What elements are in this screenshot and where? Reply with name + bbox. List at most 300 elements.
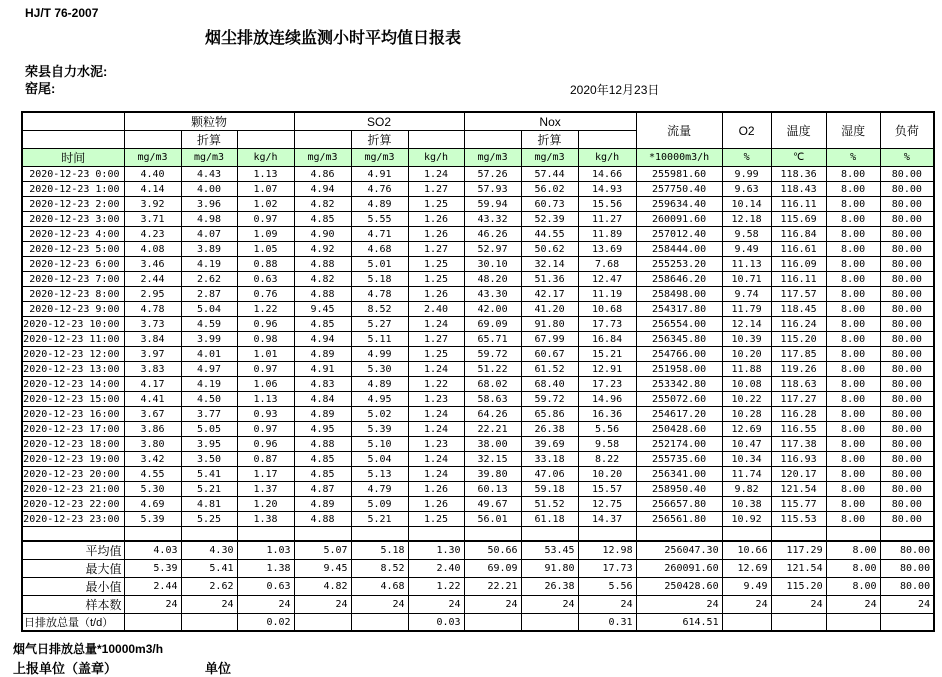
value-cell: 32.15 [464, 452, 521, 467]
summary-value-cell: 0.63 [237, 578, 294, 596]
value-cell: 46.26 [464, 227, 521, 242]
summary-value-cell: 8.52 [351, 560, 408, 578]
value-cell: 15.21 [578, 347, 636, 362]
page-title: 烟尘排放连续监测小时平均值日报表 [205, 30, 462, 47]
value-cell: 4.50 [181, 392, 237, 407]
value-cell: 4.94 [294, 332, 351, 347]
value-cell: 5.09 [351, 497, 408, 512]
value-cell: 67.99 [521, 332, 578, 347]
value-cell: 4.95 [294, 422, 351, 437]
value-cell: 15.57 [578, 482, 636, 497]
value-cell: 1.24 [408, 452, 464, 467]
summary-value-cell: 8.00 [826, 578, 880, 596]
summary-value-cell: 17.73 [578, 560, 636, 578]
value-cell: 9.49 [722, 242, 771, 257]
time-cell: 2020-12-23 14:00 [22, 377, 124, 392]
summary-value-cell: 2.44 [124, 578, 181, 596]
unit-cell: % [826, 149, 880, 167]
summary-value-cell: 5.39 [124, 560, 181, 578]
spacer-row [22, 527, 934, 542]
summary-value-cell: 0.02 [237, 614, 294, 632]
summary-value-cell: 1.38 [237, 560, 294, 578]
value-cell: 65.71 [464, 332, 521, 347]
value-cell: 1.09 [237, 227, 294, 242]
empty-cell [22, 131, 124, 149]
value-cell: 118.63 [771, 377, 826, 392]
empty-cell [771, 527, 826, 542]
value-cell: 10.22 [722, 392, 771, 407]
standard-number: HJ/T 76-2007 [25, 6, 99, 20]
empty-cell [237, 527, 294, 542]
empty-cell [880, 527, 934, 542]
value-cell: 0.93 [237, 407, 294, 422]
value-cell: 8.00 [826, 362, 880, 377]
table-row [22, 182, 934, 197]
empty-cell [521, 527, 578, 542]
value-cell: 51.36 [521, 272, 578, 287]
value-cell: 80.00 [880, 272, 934, 287]
value-cell: 4.07 [181, 227, 237, 242]
value-cell: 1.23 [408, 437, 464, 452]
value-cell: 1.22 [237, 302, 294, 317]
value-cell: 22.21 [464, 422, 521, 437]
value-cell: 11.13 [722, 257, 771, 272]
value-cell: 116.55 [771, 422, 826, 437]
table-row [22, 257, 934, 272]
value-cell: 32.14 [521, 257, 578, 272]
unit-cell: mg/m3 [464, 149, 521, 167]
report-date: 2020年12月23日 [570, 83, 660, 97]
time-cell: 2020-12-23 20:00 [22, 467, 124, 482]
value-cell: 12.47 [578, 272, 636, 287]
value-cell: 254617.20 [636, 407, 722, 422]
summary-value-cell: 614.51 [636, 614, 722, 632]
value-cell: 2.40 [408, 302, 464, 317]
group-particulate: 颗粒物 [124, 112, 294, 131]
table-row [22, 242, 934, 257]
value-cell: 8.00 [826, 437, 880, 452]
value-cell: 1.07 [237, 182, 294, 197]
value-cell: 5.25 [181, 512, 237, 527]
value-cell: 10.08 [722, 377, 771, 392]
value-cell: 3.95 [181, 437, 237, 452]
value-cell: 8.00 [826, 302, 880, 317]
value-cell: 3.84 [124, 332, 181, 347]
value-cell: 118.36 [771, 167, 826, 182]
summary-row [22, 541, 934, 560]
empty-cell [578, 527, 636, 542]
value-cell: 115.77 [771, 497, 826, 512]
value-cell: 4.19 [181, 377, 237, 392]
value-cell: 258444.00 [636, 242, 722, 257]
value-cell: 116.61 [771, 242, 826, 257]
value-cell: 11.19 [578, 287, 636, 302]
empty-cell [181, 527, 237, 542]
table-row [22, 317, 934, 332]
summary-value-cell: 24 [722, 596, 771, 614]
summary-value-cell: 12.69 [722, 560, 771, 578]
value-cell: 42.17 [521, 287, 578, 302]
summary-value-cell: 0.31 [578, 614, 636, 632]
value-cell: 80.00 [880, 167, 934, 182]
value-cell: 17.23 [578, 377, 636, 392]
value-cell: 12.14 [722, 317, 771, 332]
value-cell: 121.54 [771, 482, 826, 497]
value-cell: 260091.60 [636, 212, 722, 227]
summary-value-cell [294, 614, 351, 632]
value-cell: 12.75 [578, 497, 636, 512]
summary-value-cell [880, 614, 934, 632]
value-cell: 10.28 [722, 407, 771, 422]
value-cell: 4.68 [351, 242, 408, 257]
value-cell: 1.17 [237, 467, 294, 482]
value-cell: 8.00 [826, 272, 880, 287]
summary-value-cell [826, 614, 880, 632]
value-cell: 4.01 [181, 347, 237, 362]
value-cell: 47.06 [521, 467, 578, 482]
value-cell: 59.18 [521, 482, 578, 497]
empty-cell [408, 527, 464, 542]
value-cell: 120.17 [771, 467, 826, 482]
value-cell: 4.79 [351, 482, 408, 497]
value-cell: 80.00 [880, 302, 934, 317]
table-row [22, 272, 934, 287]
summary-label: 最小值 [22, 578, 124, 596]
value-cell: 11.89 [578, 227, 636, 242]
value-cell: 5.41 [181, 467, 237, 482]
value-cell: 119.26 [771, 362, 826, 377]
value-cell: 1.24 [408, 467, 464, 482]
time-cell: 2020-12-23 16:00 [22, 407, 124, 422]
value-cell: 3.89 [181, 242, 237, 257]
empty-cell [22, 527, 124, 542]
summary-value-cell: 4.82 [294, 578, 351, 596]
value-cell: 52.39 [521, 212, 578, 227]
summary-value-cell: 5.07 [294, 541, 351, 560]
value-cell: 51.52 [521, 497, 578, 512]
table-row [22, 227, 934, 242]
summary-label: 样本数 [22, 596, 124, 614]
value-cell: 56.01 [464, 512, 521, 527]
value-cell: 11.79 [722, 302, 771, 317]
value-cell: 44.55 [521, 227, 578, 242]
value-cell: 50.62 [521, 242, 578, 257]
value-cell: 8.00 [826, 497, 880, 512]
time-cell: 2020-12-23 0:00 [22, 167, 124, 182]
value-cell: 39.80 [464, 467, 521, 482]
value-cell: 4.78 [351, 287, 408, 302]
value-cell: 12.69 [722, 422, 771, 437]
time-cell: 2020-12-23 2:00 [22, 197, 124, 212]
table-row [22, 377, 934, 392]
summary-value-cell: 4.03 [124, 541, 181, 560]
summary-row [22, 578, 934, 596]
value-cell: 0.76 [237, 287, 294, 302]
table-row [22, 452, 934, 467]
summary-value-cell: 2.40 [408, 560, 464, 578]
value-cell: 80.00 [880, 437, 934, 452]
value-cell: 118.45 [771, 302, 826, 317]
value-cell: 4.17 [124, 377, 181, 392]
value-cell: 80.00 [880, 452, 934, 467]
value-cell: 5.05 [181, 422, 237, 437]
value-cell: 116.24 [771, 317, 826, 332]
value-cell: 68.40 [521, 377, 578, 392]
value-cell: 80.00 [880, 362, 934, 377]
value-cell: 80.00 [880, 512, 934, 527]
value-cell: 12.91 [578, 362, 636, 377]
value-cell: 8.00 [826, 197, 880, 212]
value-cell: 1.23 [408, 392, 464, 407]
value-cell: 8.00 [826, 452, 880, 467]
value-cell: 4.87 [294, 482, 351, 497]
value-cell: 4.89 [294, 497, 351, 512]
value-cell: 1.37 [237, 482, 294, 497]
value-cell: 59.94 [464, 197, 521, 212]
value-cell: 0.88 [237, 257, 294, 272]
value-cell: 116.93 [771, 452, 826, 467]
value-cell: 4.40 [124, 167, 181, 182]
value-cell: 4.14 [124, 182, 181, 197]
value-cell: 117.85 [771, 347, 826, 362]
value-cell: 1.26 [408, 287, 464, 302]
value-cell: 4.99 [351, 347, 408, 362]
value-cell: 59.72 [464, 347, 521, 362]
value-cell: 1.26 [408, 212, 464, 227]
value-cell: 1.24 [408, 362, 464, 377]
value-cell: 2.95 [124, 287, 181, 302]
value-cell: 30.10 [464, 257, 521, 272]
value-cell: 1.38 [237, 512, 294, 527]
value-cell: 48.20 [464, 272, 521, 287]
value-cell: 9.63 [722, 182, 771, 197]
group-so2: SO2 [294, 112, 464, 131]
value-cell: 4.59 [181, 317, 237, 332]
value-cell: 16.84 [578, 332, 636, 347]
value-cell: 39.69 [521, 437, 578, 452]
value-cell: 116.11 [771, 197, 826, 212]
value-cell: 80.00 [880, 377, 934, 392]
table-row [22, 467, 934, 482]
site-row [25, 81, 942, 97]
value-cell: 255072.60 [636, 392, 722, 407]
value-cell: 4.85 [294, 452, 351, 467]
summary-value-cell: 22.21 [464, 578, 521, 596]
summary-value-cell: 117.29 [771, 541, 826, 560]
value-cell: 4.98 [181, 212, 237, 227]
value-cell: 5.04 [181, 302, 237, 317]
summary-value-cell: 8.00 [826, 541, 880, 560]
value-cell: 3.80 [124, 437, 181, 452]
unit-cell: *10000m3/h [636, 149, 722, 167]
value-cell: 116.11 [771, 272, 826, 287]
footer-flue-gas-total: 烟气日排放总量*10000m3/h [13, 642, 164, 656]
table-row [22, 407, 934, 422]
value-cell: 4.82 [294, 272, 351, 287]
summary-value-cell: 5.41 [181, 560, 237, 578]
summary-value-cell: 24 [294, 596, 351, 614]
value-cell: 80.00 [880, 347, 934, 362]
value-cell: 258950.40 [636, 482, 722, 497]
summary-label: 日排放总量（t/d） [22, 614, 124, 632]
table-row [22, 422, 934, 437]
value-cell: 56.02 [521, 182, 578, 197]
unit-cell: mg/m3 [294, 149, 351, 167]
value-cell: 256345.80 [636, 332, 722, 347]
summary-value-cell: 24 [521, 596, 578, 614]
value-cell: 9.74 [722, 287, 771, 302]
value-cell: 250428.60 [636, 422, 722, 437]
value-cell: 116.09 [771, 257, 826, 272]
unit-cell: ℃ [771, 149, 826, 167]
value-cell: 4.86 [294, 167, 351, 182]
value-cell: 42.00 [464, 302, 521, 317]
value-cell: 257750.40 [636, 182, 722, 197]
value-cell: 4.85 [294, 212, 351, 227]
value-cell: 5.10 [351, 437, 408, 452]
value-cell: 1.24 [408, 422, 464, 437]
value-cell: 49.67 [464, 497, 521, 512]
value-cell: 8.00 [826, 467, 880, 482]
value-cell: 3.42 [124, 452, 181, 467]
summary-value-cell: 24 [181, 596, 237, 614]
empty-cell [294, 527, 351, 542]
value-cell: 8.00 [826, 242, 880, 257]
value-cell: 10.68 [578, 302, 636, 317]
value-cell: 5.04 [351, 452, 408, 467]
value-cell: 9.99 [722, 167, 771, 182]
value-cell: 11.88 [722, 362, 771, 377]
value-cell: 1.25 [408, 512, 464, 527]
summary-row [22, 560, 934, 578]
summary-value-cell: 250428.60 [636, 578, 722, 596]
value-cell: 255981.60 [636, 167, 722, 182]
value-cell: 0.98 [237, 332, 294, 347]
value-cell: 1.27 [408, 332, 464, 347]
value-cell: 8.00 [826, 317, 880, 332]
value-cell: 3.92 [124, 197, 181, 212]
value-cell: 80.00 [880, 242, 934, 257]
value-cell: 4.89 [294, 407, 351, 422]
summary-value-cell [722, 614, 771, 632]
value-cell: 80.00 [880, 482, 934, 497]
value-cell: 0.96 [237, 317, 294, 332]
value-cell: 116.28 [771, 407, 826, 422]
summary-value-cell: 2.62 [181, 578, 237, 596]
value-cell: 69.09 [464, 317, 521, 332]
value-cell: 8.00 [826, 227, 880, 242]
value-cell: 251958.00 [636, 362, 722, 377]
value-cell: 0.97 [237, 362, 294, 377]
summary-value-cell [771, 614, 826, 632]
value-cell: 64.26 [464, 407, 521, 422]
value-cell: 80.00 [880, 497, 934, 512]
value-cell: 80.00 [880, 287, 934, 302]
value-cell: 256657.80 [636, 497, 722, 512]
summary-value-cell: 24 [237, 596, 294, 614]
value-cell: 57.93 [464, 182, 521, 197]
value-cell: 8.00 [826, 182, 880, 197]
value-cell: 4.83 [294, 377, 351, 392]
col-load: 负荷 [880, 112, 934, 149]
value-cell: 8.52 [351, 302, 408, 317]
summary-value-cell: 1.22 [408, 578, 464, 596]
value-cell: 4.19 [181, 257, 237, 272]
value-cell: 4.91 [351, 167, 408, 182]
time-cell: 2020-12-23 6:00 [22, 257, 124, 272]
value-cell: 1.06 [237, 377, 294, 392]
value-cell: 115.69 [771, 212, 826, 227]
value-cell: 9.58 [578, 437, 636, 452]
value-cell: 3.50 [181, 452, 237, 467]
footer-report-row [13, 661, 942, 677]
value-cell: 4.43 [181, 167, 237, 182]
value-cell: 4.78 [124, 302, 181, 317]
summary-value-cell: 24 [880, 596, 934, 614]
value-cell: 57.44 [521, 167, 578, 182]
value-cell: 258646.20 [636, 272, 722, 287]
value-cell: 8.00 [826, 422, 880, 437]
value-cell: 61.18 [521, 512, 578, 527]
value-cell: 8.00 [826, 482, 880, 497]
col-o2: O2 [722, 112, 771, 149]
value-cell: 9.82 [722, 482, 771, 497]
value-cell: 8.00 [826, 347, 880, 362]
table-row [22, 197, 934, 212]
unit-cell: mg/m3 [521, 149, 578, 167]
summary-value-cell: 12.98 [578, 541, 636, 560]
value-cell: 9.58 [722, 227, 771, 242]
value-cell: 9.45 [294, 302, 351, 317]
value-cell: 41.20 [521, 302, 578, 317]
summary-label: 平均值 [22, 541, 124, 560]
value-cell: 1.25 [408, 257, 464, 272]
value-cell: 3.86 [124, 422, 181, 437]
time-cell: 2020-12-23 11:00 [22, 332, 124, 347]
value-cell: 1.05 [237, 242, 294, 257]
summary-value-cell: 115.20 [771, 578, 826, 596]
table-row [22, 482, 934, 497]
summary-value-cell: 4.30 [181, 541, 237, 560]
time-cell: 2020-12-23 5:00 [22, 242, 124, 257]
header-group-row [22, 112, 934, 131]
value-cell: 3.83 [124, 362, 181, 377]
value-cell: 1.27 [408, 182, 464, 197]
value-cell: 1.26 [408, 482, 464, 497]
value-cell: 11.74 [722, 467, 771, 482]
summary-value-cell: 5.56 [578, 578, 636, 596]
value-cell: 80.00 [880, 407, 934, 422]
value-cell: 3.96 [181, 197, 237, 212]
value-cell: 5.02 [351, 407, 408, 422]
value-cell: 0.63 [237, 272, 294, 287]
summary-value-cell: 8.00 [826, 560, 880, 578]
time-cell: 2020-12-23 18:00 [22, 437, 124, 452]
value-cell: 91.80 [521, 317, 578, 332]
value-cell: 4.90 [294, 227, 351, 242]
value-cell: 43.32 [464, 212, 521, 227]
summary-value-cell [464, 614, 521, 632]
time-cell: 2020-12-23 17:00 [22, 422, 124, 437]
value-cell: 4.76 [351, 182, 408, 197]
time-cell: 2020-12-23 22:00 [22, 497, 124, 512]
value-cell: 14.96 [578, 392, 636, 407]
value-cell: 4.23 [124, 227, 181, 242]
time-cell: 2020-12-23 19:00 [22, 452, 124, 467]
value-cell: 5.39 [124, 512, 181, 527]
table-row [22, 347, 934, 362]
time-cell: 2020-12-23 7:00 [22, 272, 124, 287]
